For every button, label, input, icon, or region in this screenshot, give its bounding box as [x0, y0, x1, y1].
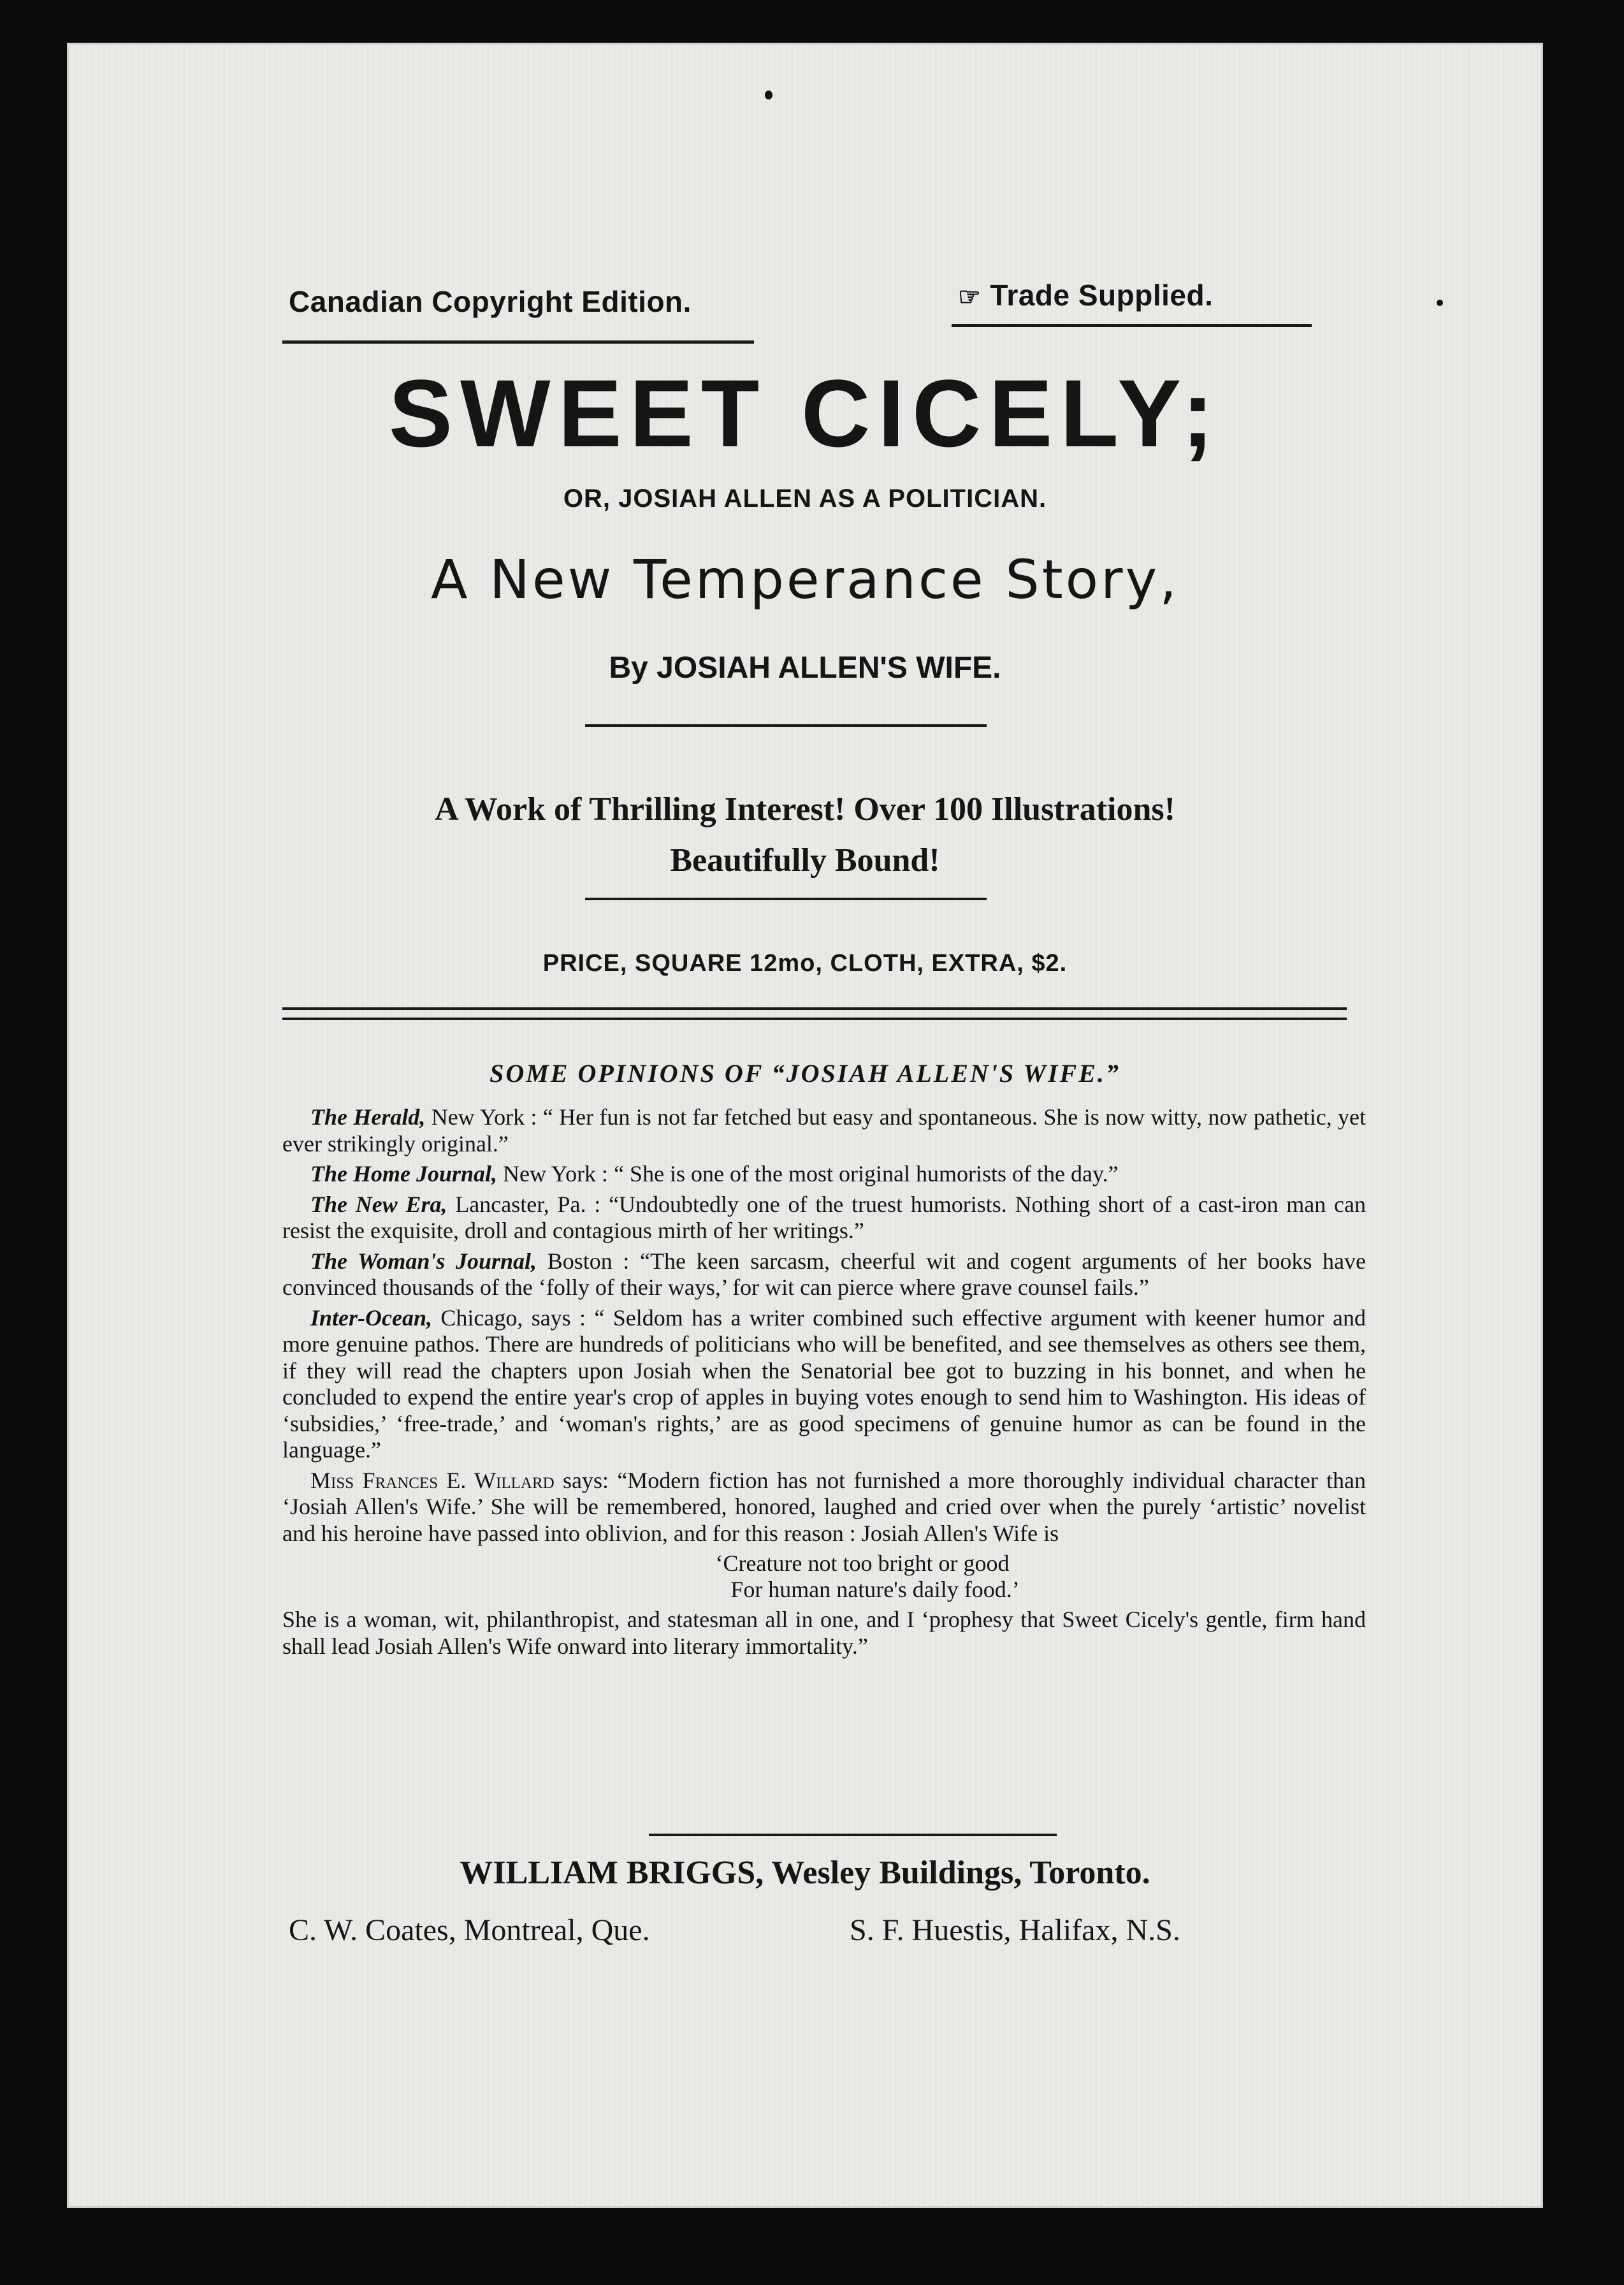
quote-text: “Modern fiction has not furnished a more thoroughly individual character than ‘Josiah Allen's Wife.’ She will be remembered, honored, laughed and cried over when the purely ‘artistic’ novelist and his heroine have passed into oblivion, and for this reason : Josiah Allen's Wife is — [282, 1467, 1367, 1546]
header-left-rule — [282, 340, 754, 344]
opinion-quote — [282, 1248, 1366, 1301]
quote-source: The Woman's Journal, — [310, 1248, 537, 1274]
header-right-rule — [952, 324, 1312, 327]
agent-montreal: C. W. Coates, Montreal, Que. — [289, 1913, 650, 1947]
quote-place: says: — [563, 1467, 609, 1493]
publisher-line: WILLIAM BRIGGS, Wesley Buildings, Toronto. — [460, 1855, 1150, 1891]
opinion-quote — [282, 1192, 1366, 1245]
book-tagline: A New Temperance Story, — [430, 548, 1180, 611]
quote-text: “Undoubtedly one of the truest humorists. Nothing short of a cast-iron man can resist the exquisite, droll and contagious mirth of her writings.” — [282, 1191, 1366, 1243]
speck-mark — [1437, 300, 1443, 306]
verse-line-2: For human nature's daily food.’ — [730, 1577, 1020, 1602]
quote-source: Inter-Ocean, — [310, 1304, 432, 1331]
quote-source: The Home Journal, — [310, 1161, 498, 1186]
quote-text: “ She is one of the most original humorists of the day.” — [614, 1161, 1119, 1186]
quote-place: Lancaster, Pa. : — [455, 1191, 601, 1217]
quote-source: The New Era, — [310, 1191, 447, 1217]
opinion-quote — [282, 1161, 1366, 1188]
blurb-line-2: Beautifully Bound! — [670, 842, 940, 879]
speck-mark — [765, 91, 772, 99]
quote-closing: She is a woman, wit, philanthropist, and statesman all in one, and I ‘prophesy that Sweet Cicely's gentle, firm hand shall lead Josiah Allen's Wife onward into literary immortality.” — [282, 1607, 1366, 1659]
quote-source: Miss Frances E. Willard — [310, 1467, 555, 1493]
verse-line-1: ‘Creature not too bright or good — [715, 1551, 1010, 1576]
double-rule-bottom — [282, 1018, 1347, 1020]
quote-text: “The keen sarcasm, cheerful wit and cogent arguments of her books have convinced thousands of the ‘folly of their ways,’ for wit can pierce where grave counsel fails.” — [282, 1248, 1366, 1300]
opinion-quote — [282, 1305, 1366, 1464]
opinion-quote-willard — [282, 1468, 1366, 1547]
price-line: PRICE, SQUARE 12mo, CLOTH, EXTRA, $2. — [542, 950, 1068, 977]
quote-text: “ Her fun is not far fetched but easy and spontaneous. She is now witty, now pathetic, yet ever strikingly original.” — [282, 1104, 1367, 1157]
quote-place: New York : — [431, 1104, 537, 1130]
book-byline: By JOSIAH ALLEN'S WIFE. — [609, 651, 1001, 685]
opinions-list — [282, 1104, 1366, 1663]
double-rule-top — [282, 1007, 1347, 1010]
quote-text: “ Seldom has a writer combined such effective argument with keener humor and more genuine pathos. There are hundreds of politicians who will be benefited, and see themselves as others see them, if they will read the chapters upon Josiah when the Senatorial bee got to buzzing in his bonnet, and when he concluded to expend the entire year's crop of apples in buying votes enough to send him to Washington. His ideas of ‘subsidies,’ ‘free-trade,’ and ‘woman's rights,’ are as good specimens of genuine humor as can be found in the language.” — [282, 1304, 1366, 1463]
document-page — [69, 45, 1541, 2206]
divider-rule — [649, 1834, 1057, 1836]
blurb-line-1: A Work of Thrilling Interest! Over 100 Illustrations! — [435, 791, 1175, 828]
quote-place: New York : — [503, 1161, 609, 1186]
book-subtitle: OR, JOSIAH ALLEN AS A POLITICIAN. — [563, 485, 1047, 513]
book-title: SWEET CICELY; — [388, 360, 1222, 467]
pointing-hand-icon: ☞ — [958, 283, 982, 311]
copyright-edition-label: Canadian Copyright Edition. — [289, 285, 692, 318]
quote-source: The Herald, — [310, 1104, 426, 1130]
opinions-heading: SOME OPINIONS OF “JOSIAH ALLEN'S WIFE.” — [489, 1059, 1120, 1088]
quote-place: Boston : — [547, 1248, 630, 1274]
divider-rule — [585, 898, 987, 900]
trade-supplied-text: Trade Supplied. — [990, 279, 1214, 312]
verse-quote — [282, 1551, 1366, 1603]
quote-place: Chicago, says : — [440, 1304, 586, 1331]
divider-rule — [585, 724, 987, 727]
agent-halifax: S. F. Huestis, Halifax, N.S. — [850, 1913, 1180, 1947]
opinion-quote — [282, 1104, 1366, 1157]
trade-supplied-label — [958, 278, 1213, 312]
